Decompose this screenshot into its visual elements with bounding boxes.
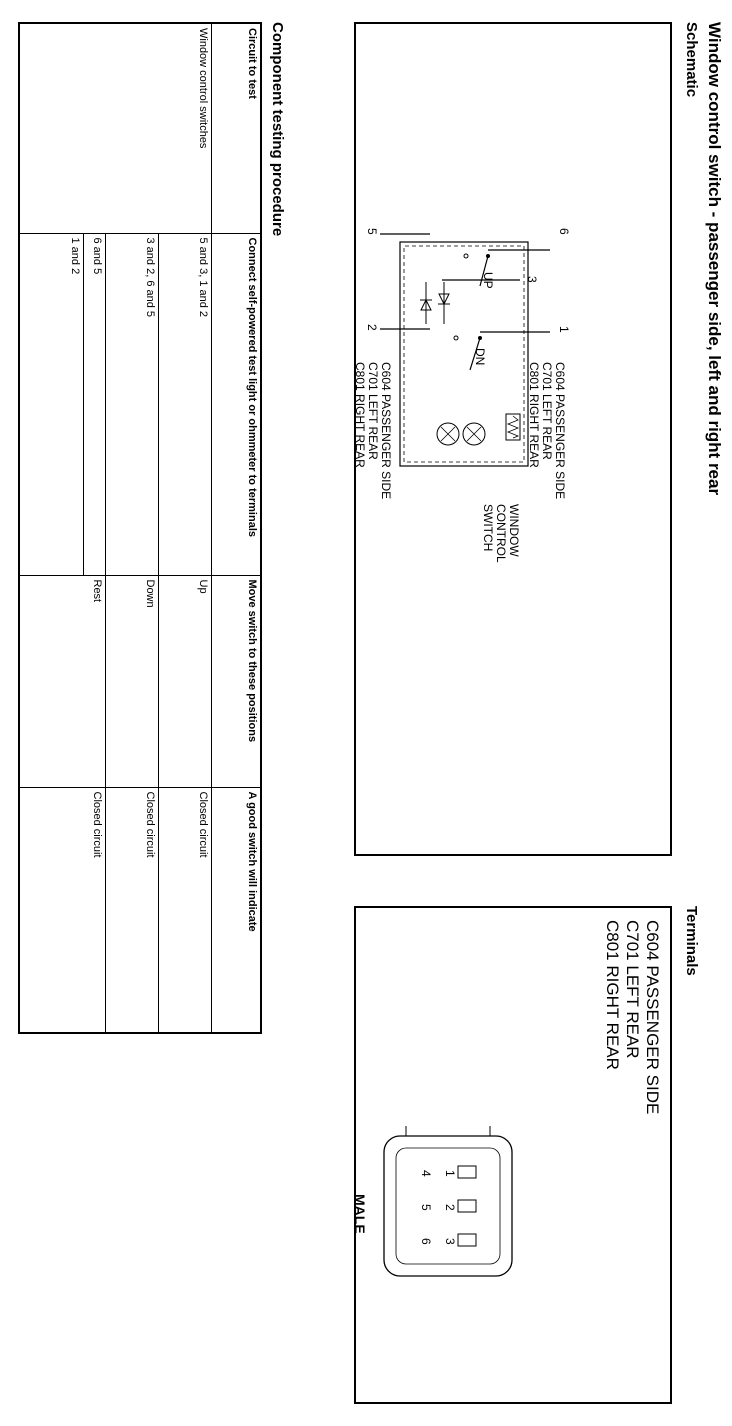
connector-label: C701 LEFT REAR (540, 362, 554, 460)
cell-position: Rest (19, 575, 106, 787)
dn-label: DN (473, 348, 487, 366)
header-move: Move switch to these positions (212, 575, 262, 787)
pin-number: 1 (443, 1170, 457, 1177)
up-label: UP (481, 272, 495, 289)
cell-terminals: 6 and 5 (84, 233, 106, 575)
cell-position: Down (106, 575, 159, 787)
cell-result: Closed circuit (106, 787, 159, 1033)
terminals-box (354, 906, 672, 1404)
connector-label: C801 RIGHT REAR (527, 362, 541, 468)
connector-label: C801 RIGHT REAR (353, 362, 367, 468)
connector-gender-label: MALE (352, 1194, 368, 1234)
schematic-diagram (356, 24, 670, 854)
connector-label: C604 PASSENGER SIDE (379, 362, 393, 500)
schematic-box (354, 22, 672, 856)
pin-slot (458, 1200, 476, 1212)
header-circuit: Circuit to test (212, 23, 262, 233)
pin-slot (458, 1234, 476, 1246)
resistor-zigzag (508, 416, 518, 438)
pin-number: 5 (419, 1204, 433, 1211)
pin-3-label: 3 (525, 276, 539, 283)
terminals-connector-list (602, 920, 662, 1114)
pin-2-label: 2 (365, 324, 379, 331)
procedure-table (18, 22, 262, 1034)
schematic-connector-labels-top (527, 362, 566, 499)
table-row (159, 23, 212, 1033)
up-switch-pivot (486, 254, 490, 258)
terminal-connector-c701: C701 LEFT REAR (623, 920, 642, 1059)
terminal-connector-c801: C801 RIGHT REAR (603, 920, 622, 1070)
connector-label: C604 PASSENGER SIDE (553, 362, 567, 500)
pin-6-label: 6 (557, 228, 571, 235)
page-title: Window control switch - passenger side, left and right rear (705, 22, 724, 496)
cell-circuit: Window control switches (19, 23, 212, 233)
cell-terminals: 3 and 2, 6 and 5 (106, 233, 159, 575)
cell-position: Up (159, 575, 212, 787)
pin-5-label: 5 (365, 228, 379, 235)
dn-switch-contact (454, 336, 458, 340)
cell-terminals: 1 and 2 (19, 233, 84, 575)
header-result: A good switch will indicate (212, 787, 262, 1033)
pin-number: 2 (443, 1204, 457, 1211)
schematic-connector-labels-bottom (353, 362, 392, 499)
header-connect: Connect self-powered test light or ohmmeter to terminals (212, 233, 262, 575)
schematic-heading: Schematic (683, 22, 700, 98)
pin-slot (458, 1166, 476, 1178)
switch-label: WINDOW CONTROL SWITCH (481, 504, 521, 563)
table-header-row (212, 23, 262, 1033)
pin-1-label: 1 (557, 326, 571, 333)
pin-number: 4 (419, 1170, 433, 1177)
terminal-connector-c604: C604 PASSENGER SIDE (643, 920, 662, 1115)
terminals-heading: Terminals (683, 906, 700, 976)
cell-result: Closed circuit (19, 787, 106, 1033)
cell-result: Closed circuit (159, 787, 212, 1033)
cell-terminals: 5 and 3, 1 and 2 (159, 233, 212, 575)
dn-switch-pivot (478, 336, 482, 340)
pin-number: 6 (419, 1238, 433, 1245)
pin-number: 3 (443, 1238, 457, 1245)
procedure-heading: Component testing procedure (269, 22, 286, 237)
up-switch-contact (464, 254, 468, 258)
connector-label: C701 LEFT REAR (366, 362, 380, 460)
